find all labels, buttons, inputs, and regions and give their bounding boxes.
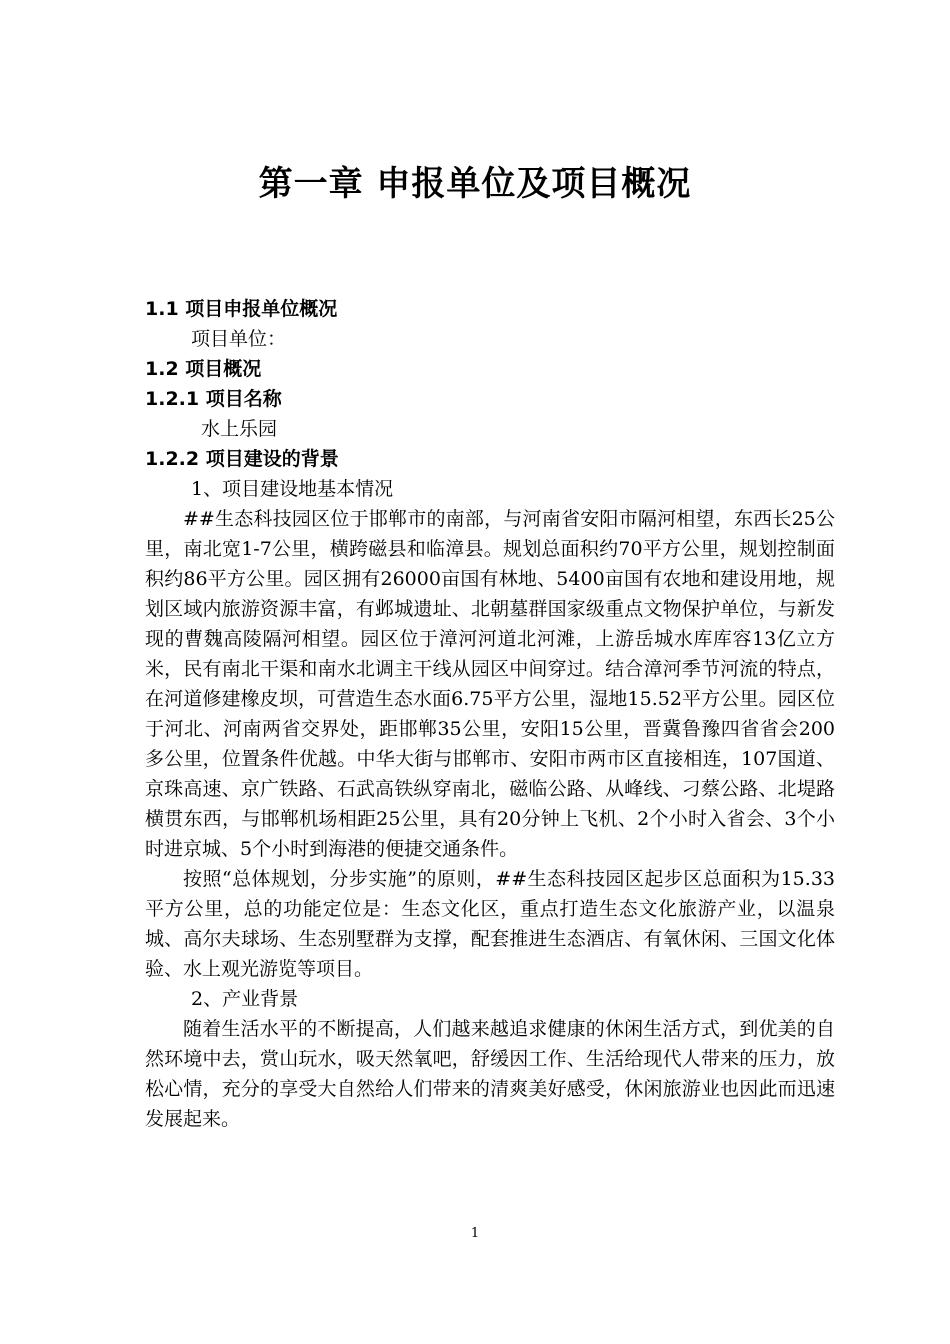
paragraph-planning: 按照“总体规划，分步实施”的原则，##生态科技园区起步区总面积为15.33平方公里，总的功能定位是：生态文化区，重点打造生态文化旅游产业，以温泉城、高尔夫球场、生态别墅群为支撑，配套推进生态酒店、有氧休闲、三国文化体验、水上观光游览等项目。: [145, 868, 835, 980]
paragraph-industry: 随着生活水平的不断提高，人们越来越追求健康的休闲生活方式，到优美的自然环境中去，赏山玩水，吸天然氧吧，舒缓因工作、生活给现代人带来的压力，放松心情，充分的享受大自然给人们带来的清爽美好感受，休闲旅游业也因此而迅速发展起来。: [145, 1018, 835, 1130]
page-number: 1: [470, 1226, 480, 1241]
subsection-title-site: 1、项目建设地基本情况: [191, 478, 394, 500]
project-name: 水上乐园: [201, 418, 278, 440]
paragraph-site-overview: ##生态科技园区位于邯郸市的南部，与河南省安阳市隔河相望，东西长25公里，南北宽1-7公里，横跨磁县和临漳县。规划总面积约70平方公里，规划控制面积约86平方公里。园区拥有26000亩国有林地、5400亩国有农地和建设用地，规划区域内旅游资源丰富，有邺城遗址、北朝墓群国家级重点文物保护单位，与新发现的曹魏高陵隔河相望。园区位于漳河河道北河滩，上游岳城水库库容13亿立方米，民有南北干渠和南水北调主干线从园区中间穿过。结合漳河季节河流的特点，在河道修建橡皮坝，可营造生态水面6.75平方公里，湿地15.52平方公里。园区位于河北、河南两省交界处，距邯郸35公里，安阳15公里，晋冀鲁豫四省省会200多公里，位置条件优越。中华大街与邯郸市、安阳市两市区直接相连，107国道、京珠高速、京广铁路、石武高铁纵穿南北，磁临公路、从峰线、刁蔡公路、北堤路横贯东西，与邯郸机场相距25公里，具有20分钟上飞机、2个小时入省会、3个小时进京城、5个小时到海港的便捷交通条件。: [145, 508, 835, 860]
section-heading-1-2: 1.2 项目概况: [145, 358, 262, 380]
project-unit-label: 项目单位：: [191, 328, 287, 350]
section-heading-1-2-1: 1.2.1 项目名称: [145, 388, 282, 410]
section-heading-1-2-2: 1.2.2 项目建设的背景: [145, 448, 339, 470]
subsection-title-industry: 2、产业背景: [191, 988, 299, 1010]
document-body: [145, 294, 835, 1134]
section-heading-1-1: 1.1 项目申报单位概况: [145, 298, 338, 320]
chapter-title: 第一章 申报单位及项目概况: [258, 164, 692, 204]
